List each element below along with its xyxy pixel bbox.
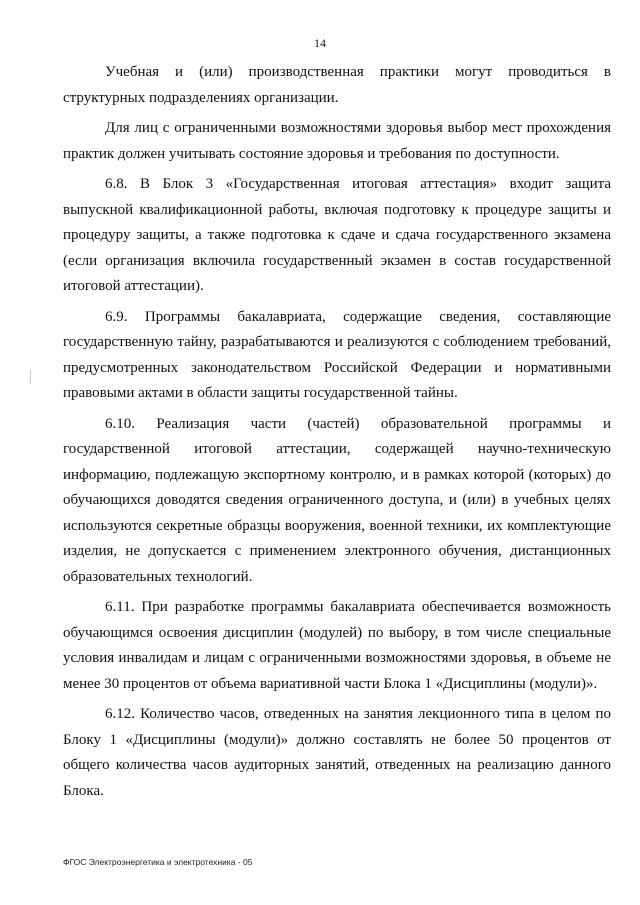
scan-artifact [30,370,31,384]
paragraph-6-9: 6.9. Программы бакалавриата, содержащие сведения, составляющие государственную тайну, разрабатываются и реализуются с соблюдением требований, предусмотренных законодательством Российской Федерации и нормативными правовыми актами в области защиты государственной тайны. [63,308,611,401]
paragraph-6-11: 6.11. При разработке программы бакалавриата обеспечивается возможность обучающимся освоения дисциплин (модулей) по выбору, в том числе специальные условия инвалидам и лицам с ограниченными возможностями здоровья, в объеме не менее 30 процентов от объема вариативной части Блока 1 «Дисциплины (модули)». [63,599,611,692]
document-body [63,60,611,804]
paragraph-6-8: 6.8. В Блок 3 «Государственная итоговая аттестация» входит защита выпускной квалификационной работы, включая подготовку к процедуре защиты и процедуру защиты, а также подготовка к сдаче и сдача государственного экзамена (если организация включила государственный экзамен в состав государственной итоговой аттестации). [63,176,611,294]
footer-standard-name: ФГОС Электроэнергетика и электротехника - 05 [63,857,253,867]
page-number: 14 [314,36,326,50]
paragraph-disability-practice: Для лиц с ограниченными возможностями здоровья выбор мест прохождения практик должен учитывать состояние здоровья и требования по доступности. [63,120,611,162]
paragraph-practice-locations: Учебная и (или) производственная практики могут проводиться в структурных подразделениях организации. [63,64,611,106]
paragraph-6-10: 6.10. Реализация части (частей) образовательной программы и государственной итоговой аттестации, содержащей научно-техническую информацию, подлежащую экспортному контролю, и в рамках которой (которых) до обучающихся доводятся сведения ограниченного доступа, и (или) в учебных целях используются секретные образцы вооружения, военной техники, их комплектующие изделия, не допускается с применением электронного обучения, дистанционных образовательных технологий. [63,415,611,585]
paragraph-6-12: 6.12. Количество часов, отведенных на занятия лекционного типа в целом по Блоку 1 «Дисциплины (модули)» должно составлять не более 50 процентов от общего количества часов аудиторных занятий, отведенных на реализацию данного Блока. [63,706,611,799]
